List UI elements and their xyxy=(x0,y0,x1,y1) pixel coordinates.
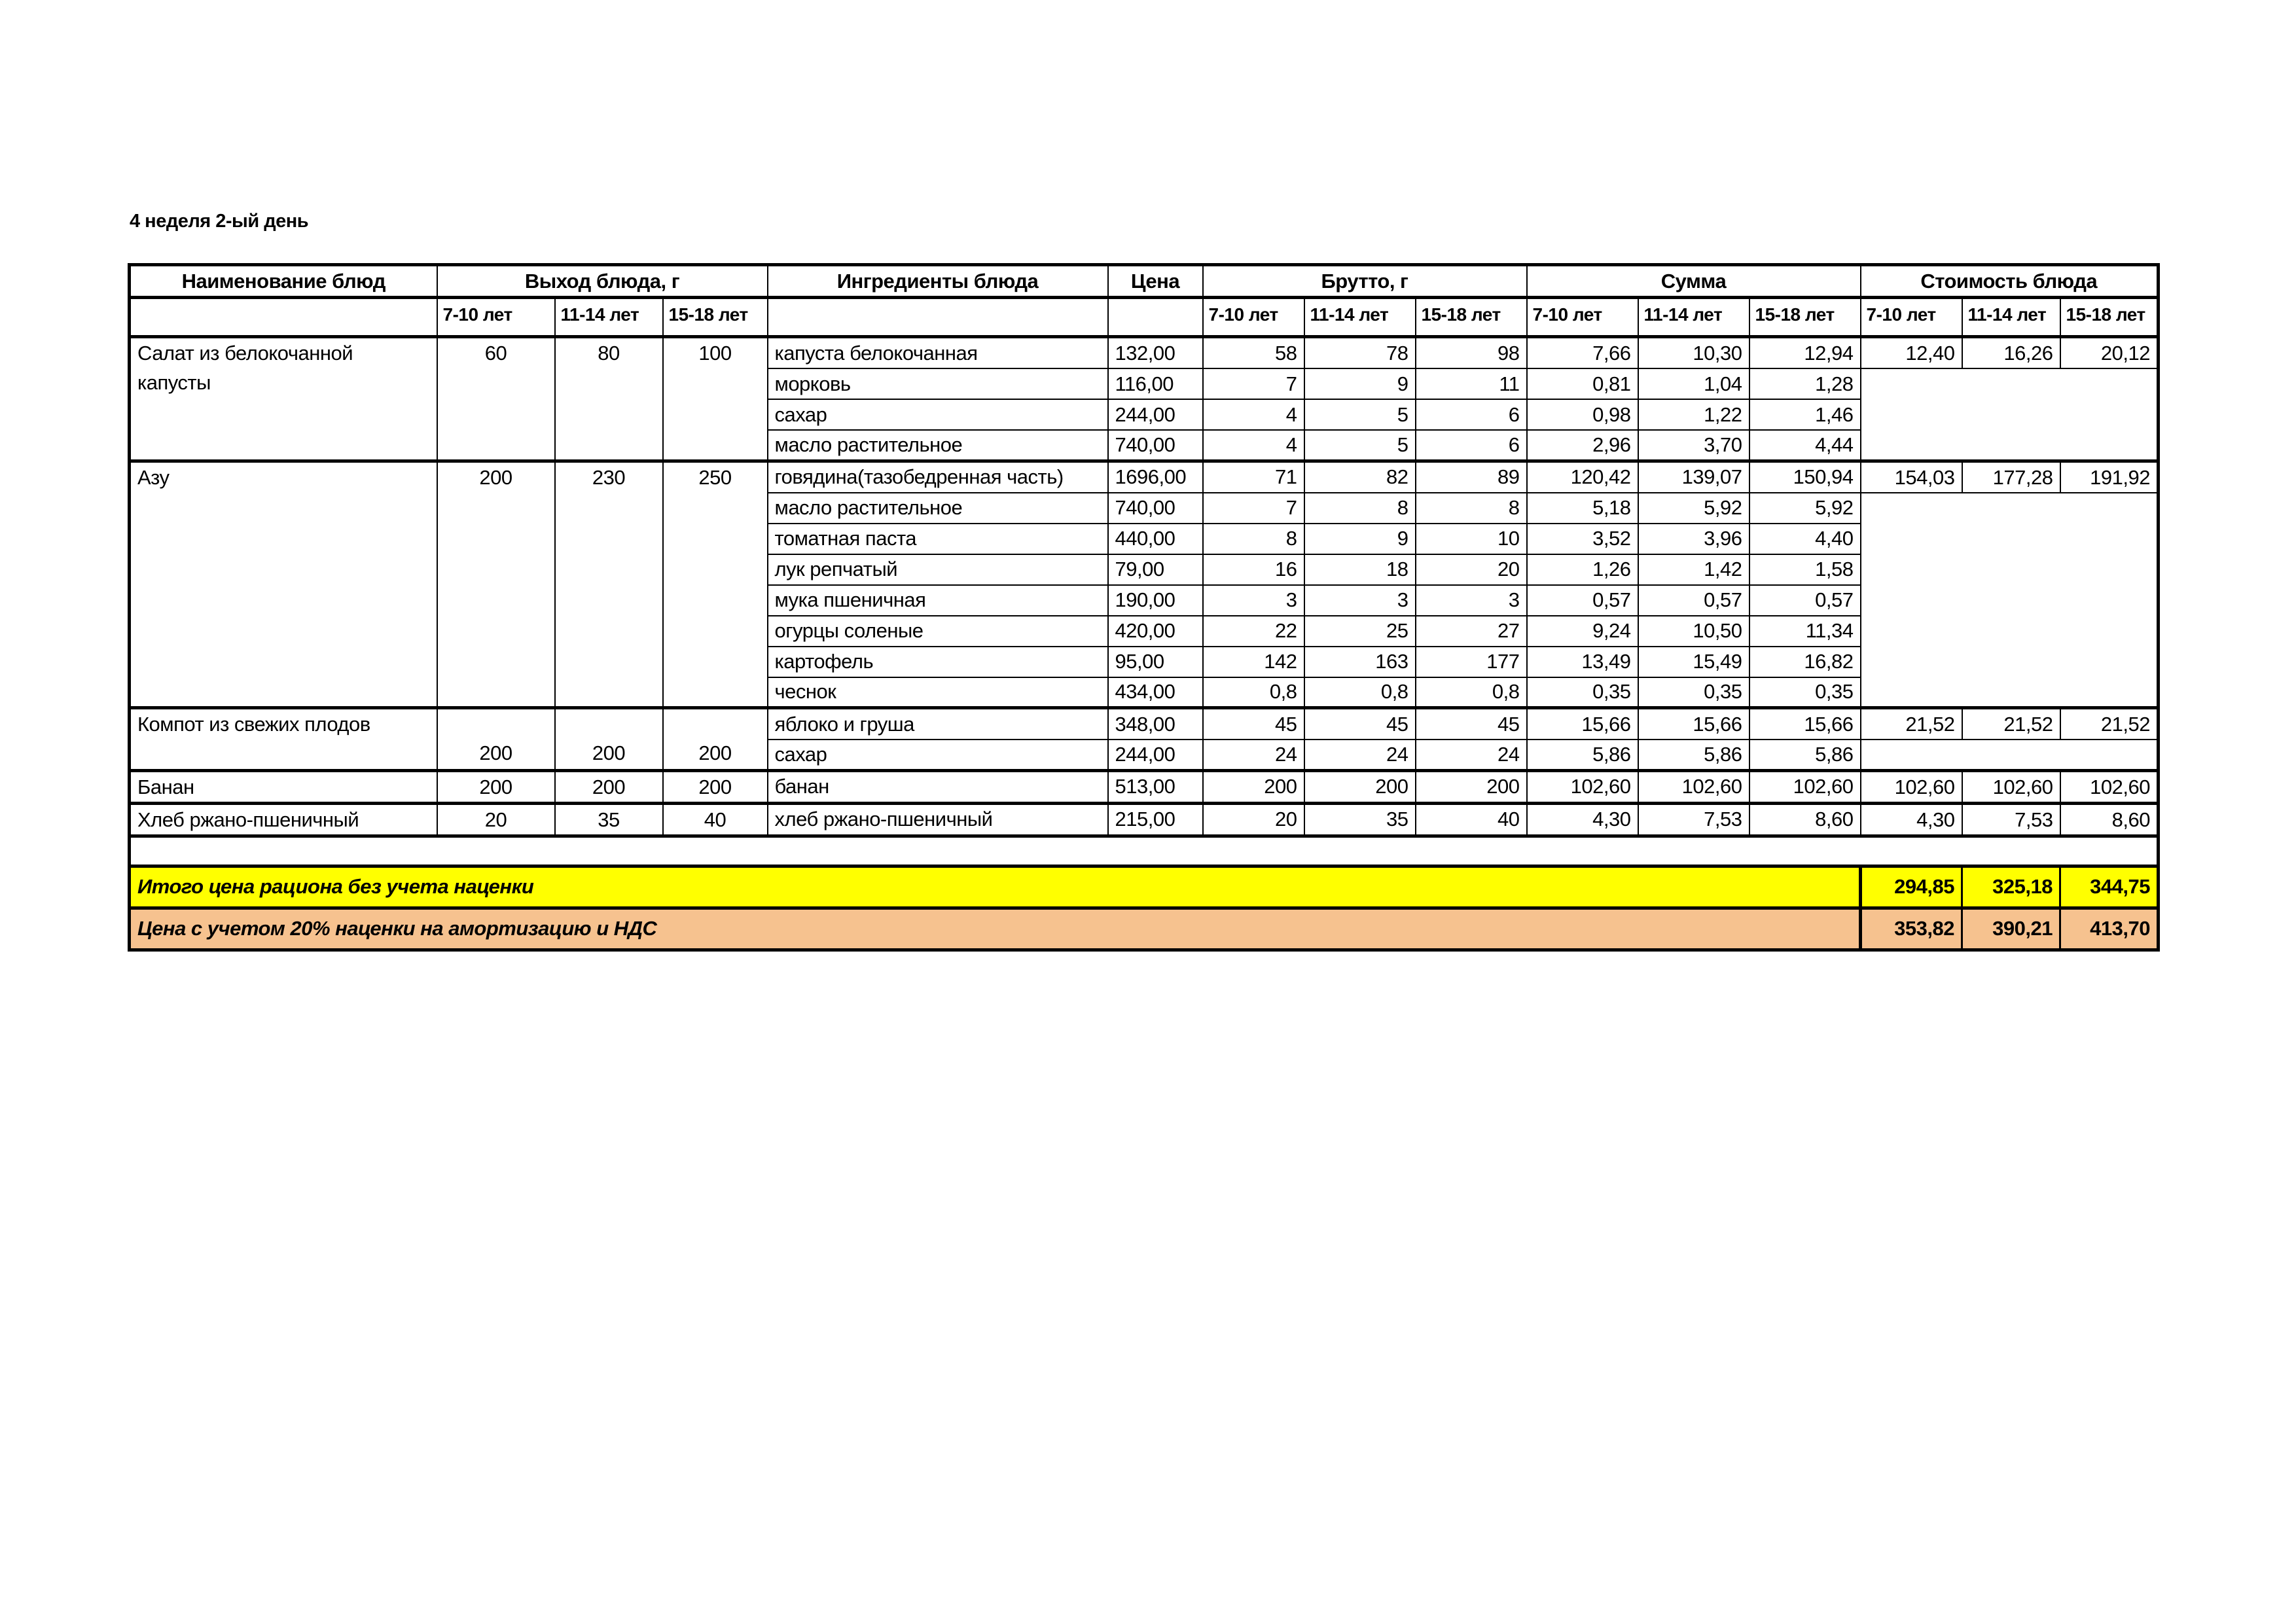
ingredient-cell: капуста белокочанная xyxy=(768,337,1108,369)
cost-cell: 20,12 xyxy=(2060,337,2159,369)
sum-cell: 15,66 xyxy=(1527,708,1638,740)
gross-cell: 24 xyxy=(1416,740,1527,770)
output-cell: 200 xyxy=(663,770,768,803)
gross-cell: 27 xyxy=(1416,616,1527,647)
gross-cell: 18 xyxy=(1304,554,1416,585)
sum-cell: 7,66 xyxy=(1527,337,1638,369)
sum-cell: 15,66 xyxy=(1638,708,1749,740)
output-cell: 40 xyxy=(663,803,768,836)
price-cell: 434,00 xyxy=(1108,677,1203,708)
gross-cell: 177 xyxy=(1416,647,1527,677)
output-cell: 20 xyxy=(437,803,555,836)
dish-row xyxy=(130,461,2159,493)
price-cell: 190,00 xyxy=(1108,585,1203,616)
dish-row xyxy=(130,708,2159,740)
cost-cell: 102,60 xyxy=(2060,770,2159,803)
gross-cell: 200 xyxy=(1203,770,1304,803)
sum-cell: 3,96 xyxy=(1638,524,1749,554)
price-cell: 440,00 xyxy=(1108,524,1203,554)
header-gross-age-11-14: 11-14 лет xyxy=(1304,298,1416,337)
output-cell: 200 xyxy=(555,708,663,771)
cost-cell: 102,60 xyxy=(1962,770,2060,803)
header-row-groups xyxy=(130,265,2159,298)
header-price: Цена xyxy=(1108,265,1203,298)
sum-cell: 1,04 xyxy=(1638,368,1749,399)
gross-cell: 9 xyxy=(1304,368,1416,399)
sum-cell: 139,07 xyxy=(1638,461,1749,493)
gross-cell: 71 xyxy=(1203,461,1304,493)
cost-cell: 154,03 xyxy=(1861,461,1962,493)
output-cell: 200 xyxy=(437,770,555,803)
ingredient-cell: томатная паста xyxy=(768,524,1108,554)
header-cost-age-15-18: 15-18 лет xyxy=(2060,298,2159,337)
ingredient-cell: морковь xyxy=(768,368,1108,399)
sum-cell: 1,28 xyxy=(1749,368,1861,399)
ingredient-cell: сахар xyxy=(768,740,1108,770)
header-empty-ingredients xyxy=(768,298,1108,337)
price-cell: 348,00 xyxy=(1108,708,1203,740)
ingredient-cell: яблоко и груша xyxy=(768,708,1108,740)
header-sum-age-11-14: 11-14 лет xyxy=(1638,298,1749,337)
price-cell: 79,00 xyxy=(1108,554,1203,585)
output-cell: 200 xyxy=(437,461,555,708)
price-cell: 513,00 xyxy=(1108,770,1203,803)
sum-cell: 3,70 xyxy=(1638,430,1749,461)
price-cell: 244,00 xyxy=(1108,399,1203,430)
cost-cell: 191,92 xyxy=(2060,461,2159,493)
sum-cell: 4,30 xyxy=(1527,803,1638,836)
gross-cell: 45 xyxy=(1203,708,1304,740)
cost-cell: 102,60 xyxy=(1861,770,1962,803)
cost-cell: 177,28 xyxy=(1962,461,2060,493)
gross-cell: 40 xyxy=(1416,803,1527,836)
gross-cell: 98 xyxy=(1416,337,1527,369)
dish-row xyxy=(130,803,2159,836)
sum-cell: 5,92 xyxy=(1749,493,1861,524)
output-cell: 60 xyxy=(437,337,555,461)
cost-cell: 16,26 xyxy=(1962,337,2060,369)
gross-cell: 45 xyxy=(1304,708,1416,740)
output-cell: 35 xyxy=(555,803,663,836)
totals-markup-value-11-14: 390,21 xyxy=(1962,908,2060,950)
gross-cell: 20 xyxy=(1203,803,1304,836)
sum-cell: 13,49 xyxy=(1527,647,1638,677)
sum-cell: 120,42 xyxy=(1527,461,1638,493)
gross-cell: 200 xyxy=(1416,770,1527,803)
totals-base-label: Итого цена рациона без учета наценки xyxy=(130,866,1861,908)
header-sum-age-15-18: 15-18 лет xyxy=(1749,298,1861,337)
output-cell: 200 xyxy=(663,708,768,771)
ingredient-cell: сахар xyxy=(768,399,1108,430)
header-empty-price xyxy=(1108,298,1203,337)
cost-cell: 4,30 xyxy=(1861,803,1962,836)
gross-cell: 58 xyxy=(1203,337,1304,369)
sum-cell: 102,60 xyxy=(1527,770,1638,803)
dish-name-cell: Хлеб ржано-пшеничный xyxy=(130,803,437,836)
totals-markup-value-7-10: 353,82 xyxy=(1861,908,1962,950)
sum-cell: 7,53 xyxy=(1638,803,1749,836)
gross-cell: 6 xyxy=(1416,430,1527,461)
cost-blank-cell xyxy=(1861,740,2159,770)
ingredient-cell: огурцы соленые xyxy=(768,616,1108,647)
sum-cell: 0,35 xyxy=(1527,677,1638,708)
price-cell: 244,00 xyxy=(1108,740,1203,770)
cost-cell: 12,40 xyxy=(1861,337,1962,369)
sum-cell: 1,22 xyxy=(1638,399,1749,430)
totals-markup-label: Цена с учетом 20% наценки на амортизацию и НДС xyxy=(130,908,1861,950)
gross-cell: 0,8 xyxy=(1304,677,1416,708)
header-cost-age-11-14: 11-14 лет xyxy=(1962,298,2060,337)
price-cell: 740,00 xyxy=(1108,493,1203,524)
sum-cell: 12,94 xyxy=(1749,337,1861,369)
gross-cell: 163 xyxy=(1304,647,1416,677)
gross-cell: 7 xyxy=(1203,368,1304,399)
gross-cell: 8 xyxy=(1416,493,1527,524)
sum-cell: 5,86 xyxy=(1638,740,1749,770)
totals-base-value-11-14: 325,18 xyxy=(1962,866,2060,908)
gross-cell: 82 xyxy=(1304,461,1416,493)
gross-cell: 3 xyxy=(1304,585,1416,616)
price-cell: 1696,00 xyxy=(1108,461,1203,493)
header-output-group: Выход блюда, г xyxy=(437,265,768,298)
ingredient-cell: банан xyxy=(768,770,1108,803)
gross-cell: 5 xyxy=(1304,430,1416,461)
gross-cell: 6 xyxy=(1416,399,1527,430)
header-cost-group: Стоимость блюда xyxy=(1861,265,2159,298)
output-cell: 250 xyxy=(663,461,768,708)
header-row-ages xyxy=(130,298,2159,337)
cost-cell: 21,52 xyxy=(2060,708,2159,740)
header-cost-age-7-10: 7-10 лет xyxy=(1861,298,1962,337)
header-sum-age-7-10: 7-10 лет xyxy=(1527,298,1638,337)
price-cell: 740,00 xyxy=(1108,430,1203,461)
totals-markup-value-15-18: 413,70 xyxy=(2060,908,2159,950)
sum-cell: 0,57 xyxy=(1638,585,1749,616)
gross-cell: 7 xyxy=(1203,493,1304,524)
sum-cell: 10,50 xyxy=(1638,616,1749,647)
header-gross-age-7-10: 7-10 лет xyxy=(1203,298,1304,337)
cost-cell: 21,52 xyxy=(1962,708,2060,740)
ingredient-cell: мука пшеничная xyxy=(768,585,1108,616)
sum-cell: 5,86 xyxy=(1749,740,1861,770)
page-title: 4 неделя 2-ый день xyxy=(130,211,309,232)
gross-cell: 3 xyxy=(1416,585,1527,616)
sum-cell: 102,60 xyxy=(1638,770,1749,803)
sum-cell: 4,44 xyxy=(1749,430,1861,461)
cost-cell: 7,53 xyxy=(1962,803,2060,836)
totals-row-markup-price xyxy=(130,908,2159,950)
gross-cell: 25 xyxy=(1304,616,1416,647)
menu-table-body xyxy=(130,337,2159,836)
sum-cell: 0,98 xyxy=(1527,399,1638,430)
header-empty-name xyxy=(130,298,437,337)
header-output-age-15-18: 15-18 лет xyxy=(663,298,768,337)
spacer-cell xyxy=(130,836,2159,866)
gross-cell: 8 xyxy=(1304,493,1416,524)
gross-cell: 0,8 xyxy=(1203,677,1304,708)
gross-cell: 200 xyxy=(1304,770,1416,803)
cost-blank-cell xyxy=(1861,368,2159,461)
sum-cell: 9,24 xyxy=(1527,616,1638,647)
sum-cell: 1,26 xyxy=(1527,554,1638,585)
header-output-age-7-10: 7-10 лет xyxy=(437,298,555,337)
gross-cell: 35 xyxy=(1304,803,1416,836)
output-cell: 200 xyxy=(437,708,555,771)
gross-cell: 9 xyxy=(1304,524,1416,554)
ingredient-cell: масло растительное xyxy=(768,430,1108,461)
sum-cell: 4,40 xyxy=(1749,524,1861,554)
ingredient-cell: говядина(тазобедренная часть) xyxy=(768,461,1108,493)
sum-cell: 15,66 xyxy=(1749,708,1861,740)
cost-cell: 21,52 xyxy=(1861,708,1962,740)
price-cell: 95,00 xyxy=(1108,647,1203,677)
gross-cell: 0,8 xyxy=(1416,677,1527,708)
cost-blank-cell xyxy=(1861,493,2159,708)
dish-name-cell: Банан xyxy=(130,770,437,803)
sum-cell: 11,34 xyxy=(1749,616,1861,647)
sum-cell: 16,82 xyxy=(1749,647,1861,677)
sum-cell: 1,46 xyxy=(1749,399,1861,430)
sum-cell: 102,60 xyxy=(1749,770,1861,803)
sum-cell: 8,60 xyxy=(1749,803,1861,836)
gross-cell: 78 xyxy=(1304,337,1416,369)
gross-cell: 142 xyxy=(1203,647,1304,677)
menu-table xyxy=(128,263,2160,952)
spacer-row xyxy=(130,836,2159,866)
sum-cell: 150,94 xyxy=(1749,461,1861,493)
header-ingredients: Ингредиенты блюда xyxy=(768,265,1108,298)
gross-cell: 20 xyxy=(1416,554,1527,585)
sum-cell: 5,86 xyxy=(1527,740,1638,770)
dish-row xyxy=(130,770,2159,803)
gross-cell: 89 xyxy=(1416,461,1527,493)
gross-cell: 24 xyxy=(1304,740,1416,770)
sum-cell: 1,42 xyxy=(1638,554,1749,585)
header-dish-name: Наименование блюд xyxy=(130,265,437,298)
sum-cell: 0,57 xyxy=(1749,585,1861,616)
gross-cell: 22 xyxy=(1203,616,1304,647)
price-cell: 215,00 xyxy=(1108,803,1203,836)
ingredient-cell: масло растительное xyxy=(768,493,1108,524)
dish-row xyxy=(130,337,2159,369)
header-sum-group: Сумма xyxy=(1527,265,1861,298)
sum-cell: 10,30 xyxy=(1638,337,1749,369)
sum-cell: 1,58 xyxy=(1749,554,1861,585)
totals-row-base-price xyxy=(130,866,2159,908)
output-cell: 230 xyxy=(555,461,663,708)
gross-cell: 24 xyxy=(1203,740,1304,770)
sum-cell: 5,92 xyxy=(1638,493,1749,524)
dish-name-cell: Компот из свежих плодов xyxy=(130,708,437,771)
gross-cell: 10 xyxy=(1416,524,1527,554)
sum-cell: 2,96 xyxy=(1527,430,1638,461)
header-gross-age-15-18: 15-18 лет xyxy=(1416,298,1527,337)
gross-cell: 4 xyxy=(1203,430,1304,461)
price-cell: 132,00 xyxy=(1108,337,1203,369)
output-cell: 100 xyxy=(663,337,768,461)
ingredient-cell: чеснок xyxy=(768,677,1108,708)
output-cell: 80 xyxy=(555,337,663,461)
menu-table-footer xyxy=(130,836,2159,950)
totals-base-value-15-18: 344,75 xyxy=(2060,866,2159,908)
totals-base-value-7-10: 294,85 xyxy=(1861,866,1962,908)
sum-cell: 0,57 xyxy=(1527,585,1638,616)
gross-cell: 11 xyxy=(1416,368,1527,399)
cost-cell: 8,60 xyxy=(2060,803,2159,836)
dish-name-cell: Азу xyxy=(130,461,437,708)
sum-cell: 0,35 xyxy=(1638,677,1749,708)
ingredient-cell: картофель xyxy=(768,647,1108,677)
gross-cell: 3 xyxy=(1203,585,1304,616)
gross-cell: 5 xyxy=(1304,399,1416,430)
gross-cell: 8 xyxy=(1203,524,1304,554)
price-cell: 116,00 xyxy=(1108,368,1203,399)
output-cell: 200 xyxy=(555,770,663,803)
price-cell: 420,00 xyxy=(1108,616,1203,647)
sum-cell: 0,81 xyxy=(1527,368,1638,399)
ingredient-cell: хлеб ржано-пшеничный xyxy=(768,803,1108,836)
header-output-age-11-14: 11-14 лет xyxy=(555,298,663,337)
gross-cell: 16 xyxy=(1203,554,1304,585)
sum-cell: 3,52 xyxy=(1527,524,1638,554)
gross-cell: 45 xyxy=(1416,708,1527,740)
sum-cell: 5,18 xyxy=(1527,493,1638,524)
ingredient-cell: лук репчатый xyxy=(768,554,1108,585)
header-gross-group: Брутто, г xyxy=(1203,265,1527,298)
dish-name-cell: Салат из белокочанной капусты xyxy=(130,337,437,461)
sum-cell: 15,49 xyxy=(1638,647,1749,677)
gross-cell: 4 xyxy=(1203,399,1304,430)
sum-cell: 0,35 xyxy=(1749,677,1861,708)
